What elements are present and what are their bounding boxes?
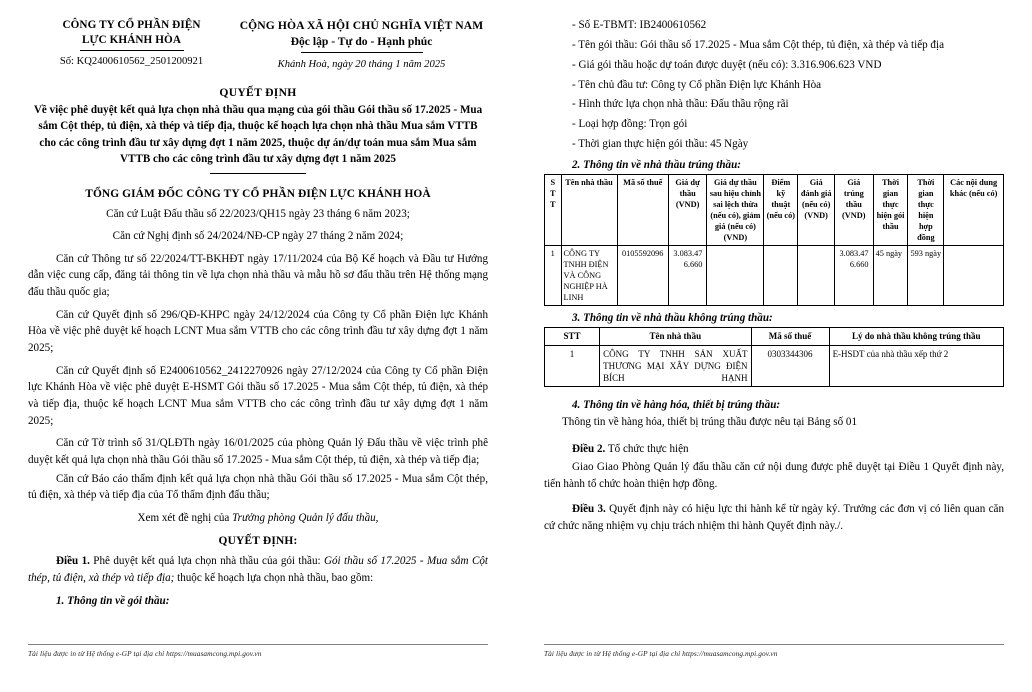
consider-prefix: Xem xét đề nghị của xyxy=(137,511,233,524)
col3-tax-code: Mã số thuế xyxy=(751,328,829,345)
cell3-reason: E-HSDT của nhà thầu xếp thứ 2 xyxy=(829,345,1003,386)
cell-tax-code: 0105592096 xyxy=(617,246,668,306)
cell-evaluated-price xyxy=(798,246,835,306)
cell-bidder-name: CÔNG TY TNHH ĐIỆN VÀ CÔNG NGHIỆP HÀ LINH xyxy=(561,246,617,306)
cell-other-content xyxy=(944,246,1004,306)
package-info-item-2: - Giá gói thầu hoặc dự toán được duyệt (nếu có): 3.316.906.623 VND xyxy=(572,58,882,71)
legal-basis-6: Căn cứ Tờ trình số 31/QLĐTh ngày 16/01/2025 của phòng Quản lý Đấu thầu về việc trình phê duyệt kết quả lựa chọn nhà thầu Gói thầu số 17.2025 - Mua sắm Cột thép, tủ điện, xà thép và tiếp địa; xyxy=(28,437,488,466)
article-1-text-after: thuộc kế hoạch lựa chọn nhà thầu, bao gồm: xyxy=(174,572,374,585)
col3-bidder-name: Tên nhà thầu xyxy=(600,328,751,345)
motto-underline xyxy=(301,52,423,53)
legal-basis-4: Căn cứ Quyết định số 296/QĐ-KHPC ngày 24/12/2024 của Công ty Cổ phần Điện lực Khánh Hòa về việc phê duyệt kế hoạch LCNT Mua sắm VTTB cho các công trình đầu tư xây dựng đợt 1 năm 2025; xyxy=(28,308,488,355)
losing-bidder-table-header-row xyxy=(545,328,1004,345)
motto-line: Độc lập - Tự do - Hạnh phúc xyxy=(290,35,433,49)
article-1-label: Điều 1. xyxy=(56,555,90,568)
col-contract-duration: Thời gian thực hiện hợp đồng xyxy=(908,175,944,246)
consider-role: Trưởng phòng Quản lý đấu thầu, xyxy=(232,511,379,524)
decision-subject: Về việc phê duyệt kết quả lựa chọn nhà thầu qua mạng của gói thầu Gói thầu số 17.2025 - Mua sắm Cột thép, tủ điện, xà thép và tiếp địa, thuộc kế hoạch lựa chọn nhà thầu Mua sắm VTTB cho các công trình đầu tư xây dựng đợt 1 năm 2025, thuộc dự án/dự toán mua sắm Mua sắm VTTB cho các công trình đầu tư xây dựng đợt 1 năm 2025 xyxy=(33,103,483,166)
page-right xyxy=(516,0,1032,692)
article-3 xyxy=(544,501,1004,534)
table-row xyxy=(545,345,1004,386)
col-winning-price: Giá trúng thầu (VND) xyxy=(835,175,874,246)
article-2-heading xyxy=(544,441,1004,458)
cell3-stt: 1 xyxy=(545,345,600,386)
decides-keyword: QUYẾT ĐỊNH: xyxy=(218,535,298,548)
col-evaluated-price: Giá đánh giá (nếu có) (VND) xyxy=(798,175,835,246)
legal-basis-1: Căn cứ Luật Đấu thầu số 22/2023/QH15 ngày 23 tháng 6 năm 2023; xyxy=(106,207,410,220)
section-3-heading: 3. Thông tin về nhà thầu không trúng thầu: xyxy=(572,312,773,325)
decision-keyword: QUYẾT ĐỊNH xyxy=(219,85,297,99)
losing-bidder-table xyxy=(544,327,1004,387)
legal-basis-5: Căn cứ Quyết định số E2400610562_2412270926 ngày 27/12/2024 của Công ty Cổ phần Điện lực Khánh Hòa về việc phê duyệt E-HSMT Gói thầu số 17.2025 - Mua sắm Cột thép, tủ điện, xà thép và tiếp địa, thuộc kế hoạch LCNT Mua sắm VTTB cho các công trình đầu tư xây dựng đợt 1 năm 2025; xyxy=(28,364,488,427)
col3-reason: Lý do nhà thầu không trúng thầu xyxy=(829,328,1003,345)
cell-stt: 1 xyxy=(545,246,562,306)
issuing-authority: TỔNG GIÁM ĐỐC CÔNG TY CỔ PHẦN ĐIỆN LỰC KHÁNH HOÀ xyxy=(85,187,431,200)
article-1 xyxy=(28,553,488,586)
cell-package-duration: 45 ngày xyxy=(873,246,908,306)
cell3-bidder-name: CÔNG TY TNHH SẢN XUẤT THƯƠNG MẠI XÂY DỰNG ĐIỆN BÍCH HẠNH xyxy=(600,345,751,386)
page-right-body xyxy=(544,14,1004,622)
page-right-footer xyxy=(544,644,1004,658)
footer-divider-left xyxy=(28,644,488,645)
legal-basis-2: Căn cứ Nghị định số 24/2024/NĐ-CP ngày 27 tháng 2 năm 2024; xyxy=(112,230,404,243)
nation-line: CỘNG HÒA XÃ HỘI CHỦ NGHĨA VIỆT NAM xyxy=(239,19,484,32)
legal-basis-7: Căn cứ Báo cáo thẩm định kết quả lựa chọn nhà thầu Gói thầu số 17.2025 - Mua sắm Cột thép, tủ điện, xà thép và tiếp địa của Tổ thẩm định đấu thầu; xyxy=(28,472,488,502)
package-info-item-4: - Hình thức lựa chọn nhà thầu: Đấu thầu rộng rãi xyxy=(572,98,789,111)
col-package-duration: Thời gian thực hiện gói thầu xyxy=(873,175,908,246)
package-info-item-3: - Tên chủ đầu tư: Công ty Cổ phần Điện lực Khánh Hòa xyxy=(572,78,822,91)
col-bid-price-adjusted: Giá dự thầu sau hiệu chỉnh sai lệch thừa (nếu có), giảm giá (nếu có) (VND) xyxy=(707,175,764,246)
place-and-date: Khánh Hoà, ngày 20 tháng 1 năm 2025 xyxy=(277,58,446,70)
package-info-item-0: - Số E-TBMT: IB2400610562 xyxy=(572,19,707,31)
package-info-item-1: - Tên gói thầu: Gói thầu số 17.2025 - Mua sắm Cột thép, tủ điện, xà thép và tiếp địa xyxy=(572,38,944,51)
package-info-item-6: - Thời gian thực hiện gói thầu: 45 Ngày xyxy=(572,138,749,151)
cell-contract-duration: 593 ngày xyxy=(908,246,944,306)
org-name-line1: CÔNG TY CỔ PHẦN ĐIỆN xyxy=(62,19,201,31)
article-3-label: Điều 3. xyxy=(572,503,606,516)
col-stt: S T T xyxy=(545,175,562,246)
org-underline xyxy=(80,50,184,51)
col-technical-score: Điểm kỹ thuật (nếu có) xyxy=(764,175,798,246)
package-info-item-5: - Loại hợp đồng: Trọn gói xyxy=(572,118,688,131)
col-bid-price: Giá dự thầu (VND) xyxy=(668,175,707,246)
table-row xyxy=(545,246,1004,306)
section-2-heading: 2. Thông tin về nhà thầu trúng thầu: xyxy=(572,159,741,172)
letterhead xyxy=(28,18,488,70)
article-2-title: Tổ chức thực hiện xyxy=(605,442,689,455)
legal-basis-3: Căn cứ Thông tư số 22/2024/TT-BKHĐT ngày 17/11/2024 của Bộ Kế hoạch và Đầu tư Hướng dẫn việc cung cấp, đăng tải thông tin về lựa chọn nhà thầu và mẫu hồ sơ đấu thầu trên Hệ thống mạng đấu thầu quốc gia; xyxy=(28,252,488,299)
article-2-label: Điều 2. xyxy=(572,442,606,455)
cell-technical-score xyxy=(764,246,798,306)
page-left-footer xyxy=(28,644,488,658)
winning-bidder-table-header-row xyxy=(545,175,1004,246)
article-1-package-name: Gói thầu số 17.2025 - Mua sắm Cột thép, tủ điện, xà thép và tiếp địa; xyxy=(28,555,488,585)
cell-bid-price: 3.083.476.660 xyxy=(668,246,707,306)
article-2-text: Giao Giao Phòng Quản lý đấu thầu căn cứ nội dung được phê duyệt tại Điều 1 Quyết định này, tiến hành tổ chức hoàn thiện hợp đồng. xyxy=(544,461,1004,490)
article-1-text-before: Phê duyệt kết quả lựa chọn nhà thầu của gói thầu: xyxy=(89,555,324,568)
legal-basis-8 xyxy=(28,510,488,527)
cell3-tax-code: 0303344306 xyxy=(751,345,829,386)
section-4-heading: 4. Thông tin về hàng hóa, thiết bị trúng thầu: xyxy=(572,398,781,411)
national-heading xyxy=(235,18,488,70)
org-name-line2: LỰC KHÁNH HÒA xyxy=(81,33,182,46)
article-3-text: Quyết định này có hiệu lực thi hành kể từ ngày ký. Trưởng các đơn vị có liên quan căn cứ chức năng nhiệm vụ chịu trách nhiệm thi hành Quyết định này./. xyxy=(544,503,1004,533)
col-bidder-name: Tên nhà thầu xyxy=(561,175,617,246)
title-underline xyxy=(210,173,306,174)
section-4-text: Thông tin về hàng hóa, thiết bị trúng thầu được nêu tại Bảng số 01 xyxy=(562,415,858,428)
cell-bid-price-adjusted xyxy=(707,246,764,306)
winning-bidder-table xyxy=(544,174,1004,306)
issuing-organization xyxy=(28,18,235,70)
col3-stt: STT xyxy=(545,328,600,345)
cell-winning-price: 3.083.476.660 xyxy=(835,246,874,306)
section-1-heading xyxy=(28,593,488,610)
footer-note-left: Tài liệu được in từ Hệ thống e-GP tại địa chỉ https://muasamcong.mpi.gov.vn xyxy=(28,649,262,658)
section-1-heading-text: 1. Thông tin về gói thầu: xyxy=(56,594,170,607)
footer-note-right: Tài liệu được in từ Hệ thống e-GP tại địa chỉ https://muasamcong.mpi.gov.vn xyxy=(544,649,778,658)
page-left-body xyxy=(28,14,488,622)
col-tax-code: Mã số thuế xyxy=(617,175,668,246)
footer-divider-right xyxy=(544,644,1004,645)
col-other-content: Các nội dung khác (nếu có) xyxy=(944,175,1004,246)
document-number: Số: KQ2400610562_2501200921 xyxy=(59,55,204,67)
